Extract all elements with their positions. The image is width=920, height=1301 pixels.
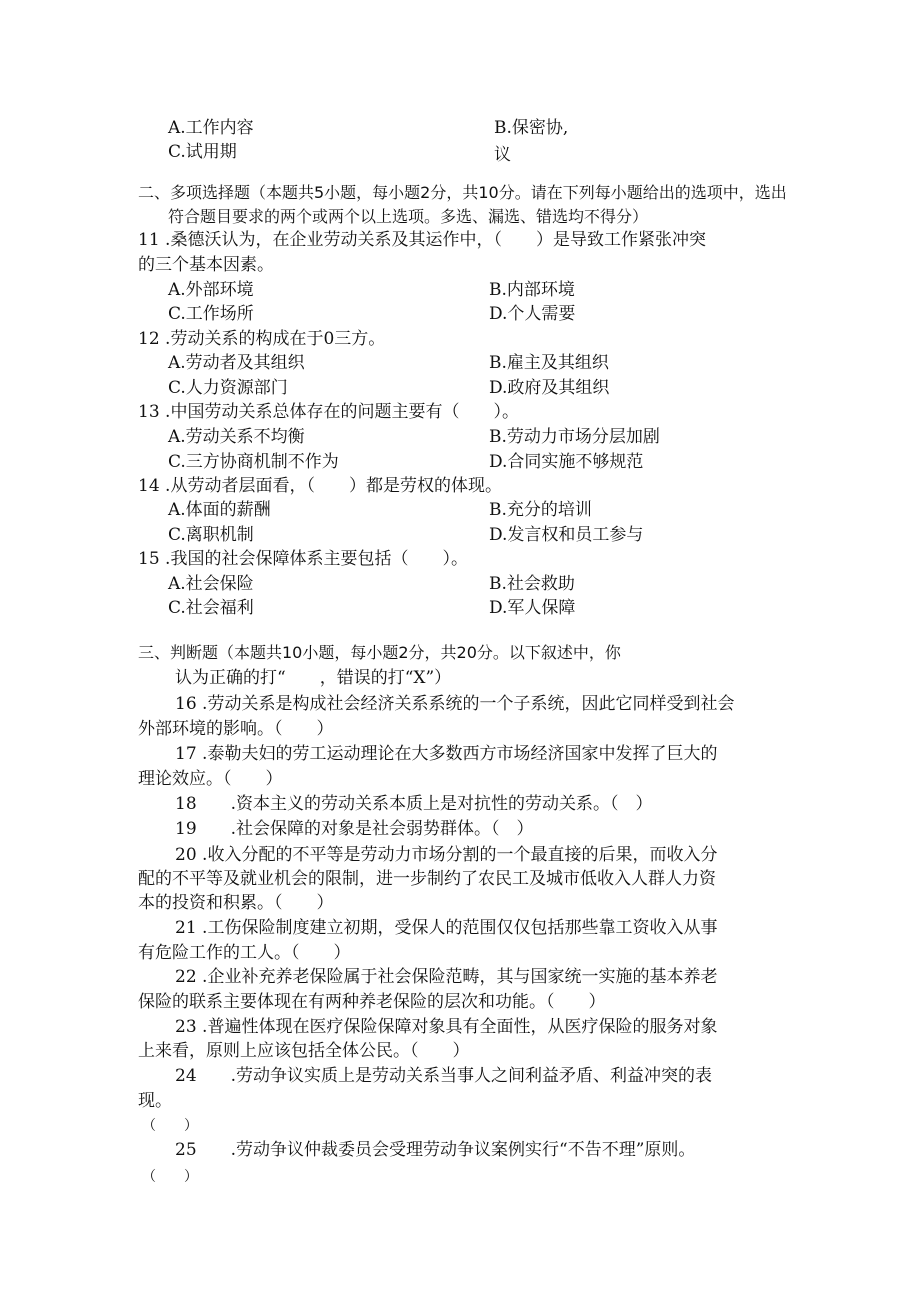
q14-option-d: D.发言权和员工参与 <box>489 525 644 545</box>
q11-option-b: B.内部环境 <box>489 280 575 300</box>
judgement-line: 保险的联系主要体现在有两种养老保险的层次和功能。（ ） <box>138 992 606 1012</box>
q13-option-c: C.三方协商机制不作为 <box>168 452 339 472</box>
judgement-line: 18 .资本主义的劳动关系本质上是对抗性的劳动关系。（ ） <box>175 794 653 814</box>
judgement-line: 上来看，原则上应该包括全体公民。（ ） <box>138 1041 470 1061</box>
question-11-stem-cont: 的三个基本因素。 <box>138 255 274 275</box>
q12-option-c: C.人力资源部门 <box>168 378 288 398</box>
judgement-line: 16 .劳动关系是构成社会经济关系系统的一个子系统，因此它同样受到社会 <box>175 694 735 714</box>
judgement-line: 21 .工伤保险制度建立初期，受保人的范围仅仅包括那些靠工资收入从事 <box>175 918 718 938</box>
section2-header-cont: 符合题目要求的两个或两个以上选项。多选、漏选、错选均不得分） <box>168 207 649 226</box>
q15-option-b: B.社会救助 <box>489 574 575 594</box>
question-15-stem: 15 .我国的社会保障体系主要包括（ ）。 <box>138 549 468 569</box>
option-b-continued: 议 <box>494 145 511 165</box>
judgement-line: 25 .劳动争议仲裁委员会受理劳动争议案例实行“不告不理”原则。 <box>175 1140 696 1160</box>
judgement-line: 19 .社会保障的对象是社会弱势群体。（ ） <box>175 819 534 839</box>
q14-option-a: A.体面的薪酬 <box>168 500 271 520</box>
section2-header: 二、多项选择题（本题共5小题，每小题2分，共10分。请在下列每小题给出的选项中，选出 <box>138 183 787 202</box>
judgement-line: 理论效应。（ ） <box>138 769 283 789</box>
judgement-line: 现。 <box>138 1091 172 1111</box>
q11-option-c: C.工作场所 <box>168 304 254 324</box>
q13-option-a: A.劳动关系不均衡 <box>168 427 305 447</box>
q12-option-d: D.政府及其组织 <box>489 378 610 398</box>
judgement-line: 23 .普遍性体现在医疗保险保障对象具有全面性，从医疗保险的服务对象 <box>175 1017 718 1037</box>
judgement-line: 本的投资和积累。（ ） <box>138 893 334 913</box>
section3-header-cont: 认为正确的打“ ，错误的打“X”） <box>175 668 452 688</box>
question-14-stem: 14 .从劳动者层面看，（ ）都是劳权的体现。 <box>138 476 502 496</box>
q13-option-b: B.劳动力市场分层加剧 <box>489 427 660 447</box>
question-11-stem: 11 .桑德沃认为，在企业劳动关系及其运作中，（ ）是导致工作紧张冲突 <box>138 230 706 250</box>
section3-header: 三、判断题（本题共10小题，每小题2分，共20分。以下叙述中，你 <box>138 643 621 662</box>
judgement-line: 配的不平等及就业机会的限制，进一步制约了农民工及城市低收入人群人力资 <box>138 869 716 889</box>
q11-option-a: A.外部环境 <box>168 280 254 300</box>
option-c: C.试用期 <box>168 142 237 162</box>
q14-option-c: C.离职机制 <box>168 525 254 545</box>
judgement-line: （ ） <box>142 1169 198 1185</box>
judgement-line: 外部环境的影响。（ ） <box>138 719 334 739</box>
q13-option-d: D.合同实施不够规范 <box>489 452 644 472</box>
judgement-line: 20 .收入分配的不平等是劳动力市场分割的一个最直接的后果，而收入分 <box>175 845 718 865</box>
judgement-line: 17 .泰勒夫妇的劳工运动理论在大多数西方市场经济国家中发挥了巨大的 <box>175 744 718 764</box>
judgement-line: （ ） <box>142 1118 198 1134</box>
judgement-line: 22 .企业补充养老保险属于社会保险范畴，其与国家统一实施的基本养老 <box>175 967 718 987</box>
judgement-line: 24 .劳动争议实质上是劳动关系当事人之间利益矛盾、利益冲突的表 <box>175 1066 713 1086</box>
option-a: A.工作内容 <box>168 118 254 138</box>
q15-option-c: C.社会福利 <box>168 598 254 618</box>
q14-option-b: B.充分的培训 <box>489 500 592 520</box>
q15-option-d: D.军人保障 <box>489 598 576 618</box>
q12-option-b: B.雇主及其组织 <box>489 353 609 373</box>
question-12-stem: 12 .劳动关系的构成在于0三方。 <box>138 329 386 349</box>
q11-option-d: D.个人需要 <box>489 304 576 324</box>
q15-option-a: A.社会保险 <box>168 574 254 594</box>
q12-option-a: A.劳动者及其组织 <box>168 353 305 373</box>
judgement-line: 有危险工作的工人。（ ） <box>138 943 351 963</box>
option-b: B.保密协, <box>494 118 569 138</box>
question-13-stem: 13 .中国劳动关系总体存在的问题主要有（ ）。 <box>138 402 519 422</box>
